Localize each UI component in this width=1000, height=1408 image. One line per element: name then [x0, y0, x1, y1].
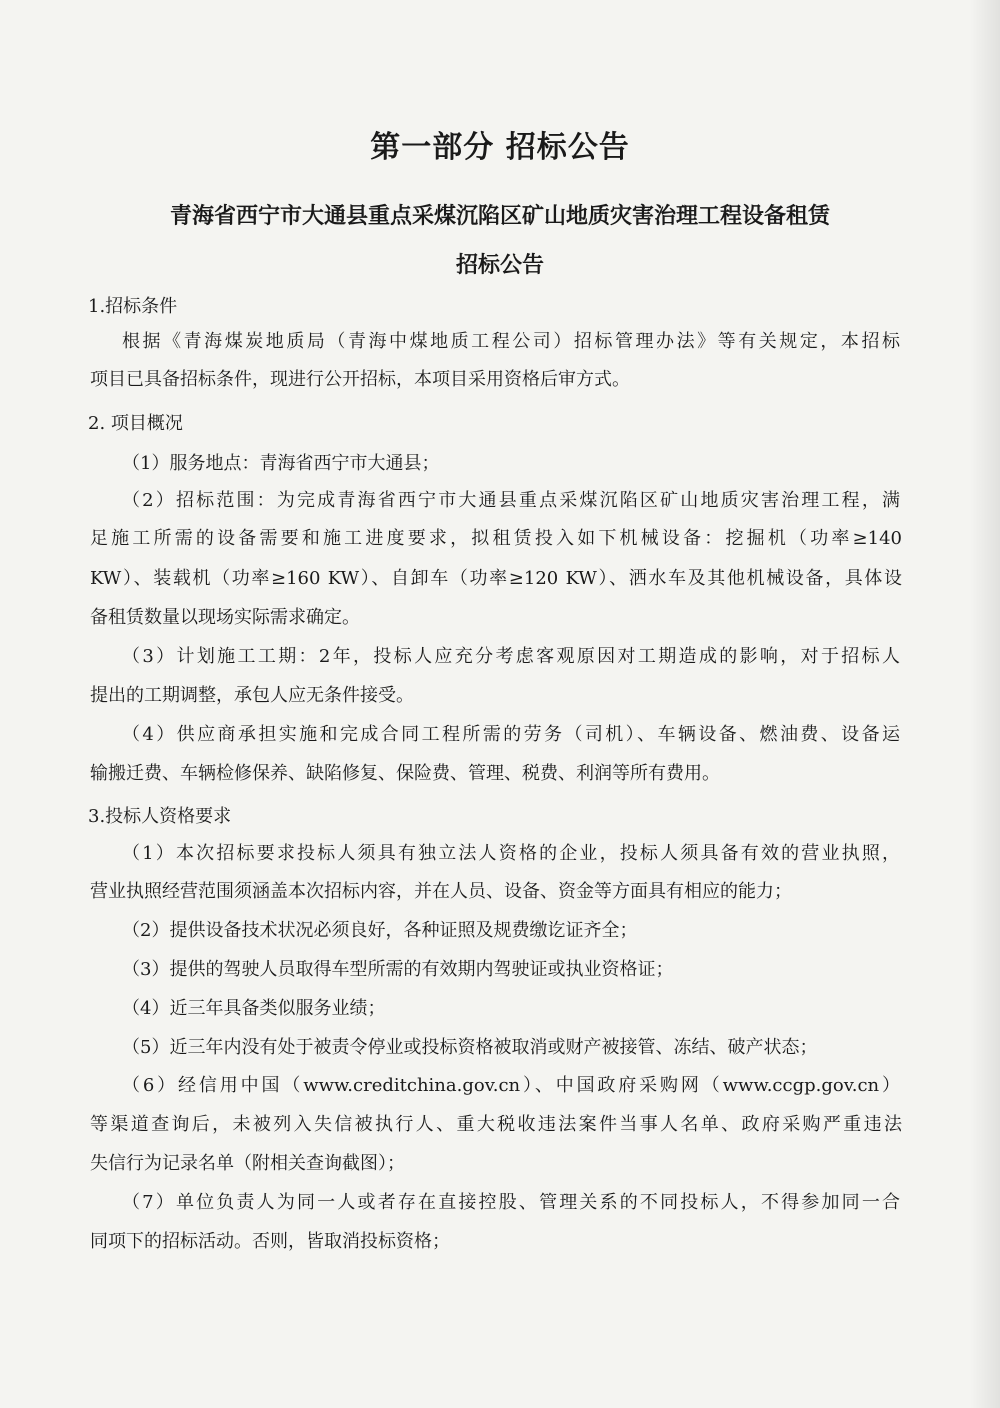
section-2-item-2: （2）招标范围：为完成青海省西宁市大通县重点采煤沉陷区矿山地质灾害治理工程，满	[122, 490, 900, 511]
section-3-item-5: （5）近三年内没有处于被责令停业或投标资格被取消或财产被接管、冻结、破产状态；	[122, 1037, 818, 1058]
section-3-item-6-cont: 失信行为记录名单（附相关查询截图）；	[90, 1153, 405, 1174]
section-1-paragraph-cont: 项目已具备招标条件，现进行公开招标，本项目采用资格后审方式。	[90, 369, 630, 390]
section-3-item-7-cont: 同项下的招标活动。否则，皆取消投标资格；	[90, 1231, 450, 1252]
section-3-item-2: （2）提供设备技术状况必须良好，各种证照及规费缴讫证齐全；	[122, 920, 638, 941]
section-1-heading: 1.招标条件	[88, 296, 178, 317]
section-3-item-1-cont: 营业执照经营范围须涵盖本次招标内容，并在人员、设备、资金等方面具有相应的能力；	[90, 881, 792, 902]
section-1-paragraph: 根据《青海煤炭地质局（青海中煤地质工程公司）招标管理办法》等有关规定，本招标	[122, 331, 900, 352]
section-3-item-6-cont: 等渠道查询后，未被列入失信被执行人、重大税收违法案件当事人名单、政府采购严重违法	[90, 1114, 902, 1135]
section-3-item-1: （1）本次招标要求投标人须具有独立法人资格的企业，投标人须具备有效的营业执照，	[122, 843, 900, 864]
section-3-item-7: （7）单位负责人为同一人或者存在直接控股、管理关系的不同投标人，不得参加同一合	[122, 1192, 900, 1213]
document-title: 青海省西宁市大通县重点采煤沉陷区矿山地质灾害治理工程设备租赁	[169, 204, 830, 229]
section-3-item-4: （4）近三年具备类似服务业绩；	[122, 998, 386, 1019]
section-2-heading: 2. 项目概况	[88, 413, 183, 434]
section-2-item-4: （4）供应商承担实施和完成合同工程所需的劳务（司机）、车辆设备、燃油费、设备运	[122, 724, 900, 745]
section-2-item-1: （1）服务地点：青海省西宁市大通县；	[122, 453, 440, 474]
section-3-item-3: （3）提供的驾驶人员取得车型所需的有效期内驾驶证或执业资格证；	[122, 959, 674, 980]
section-2-item-3: （3）计划施工工期：2年，投标人应充分考虑客观原因对工期造成的影响，对于招标人	[122, 646, 900, 667]
document-subtitle: 招标公告	[455, 253, 544, 278]
section-2-item-4-cont: 输搬迁费、车辆检修保养、缺陷修复、保险费、管理、税费、利润等所有费用。	[90, 763, 720, 784]
section-2-item-2-cont: 备租赁数量以现场实际需求确定。	[90, 607, 360, 628]
part-title: 第一部分 招标公告	[370, 130, 630, 165]
section-2-item-2-cont: KW）、装载机（功率≥160 KW）、自卸车（功率≥120 KW）、洒水车及其他机械设备，具体设	[90, 568, 902, 589]
section-2-item-3-cont: 提出的工期调整，承包人应无条件接受。	[90, 685, 414, 706]
section-2-item-2-cont: 足施工所需的设备需要和施工进度要求，拟租赁投入如下机械设备：挖掘机（功率≥140	[90, 528, 902, 549]
section-3-heading: 3.投标人资格要求	[88, 806, 232, 827]
section-3-item-6: （6）经信用中国（www.creditchina.gov.cn）、中国政府采购网（www.ccgp.gov.cn）	[122, 1075, 900, 1096]
